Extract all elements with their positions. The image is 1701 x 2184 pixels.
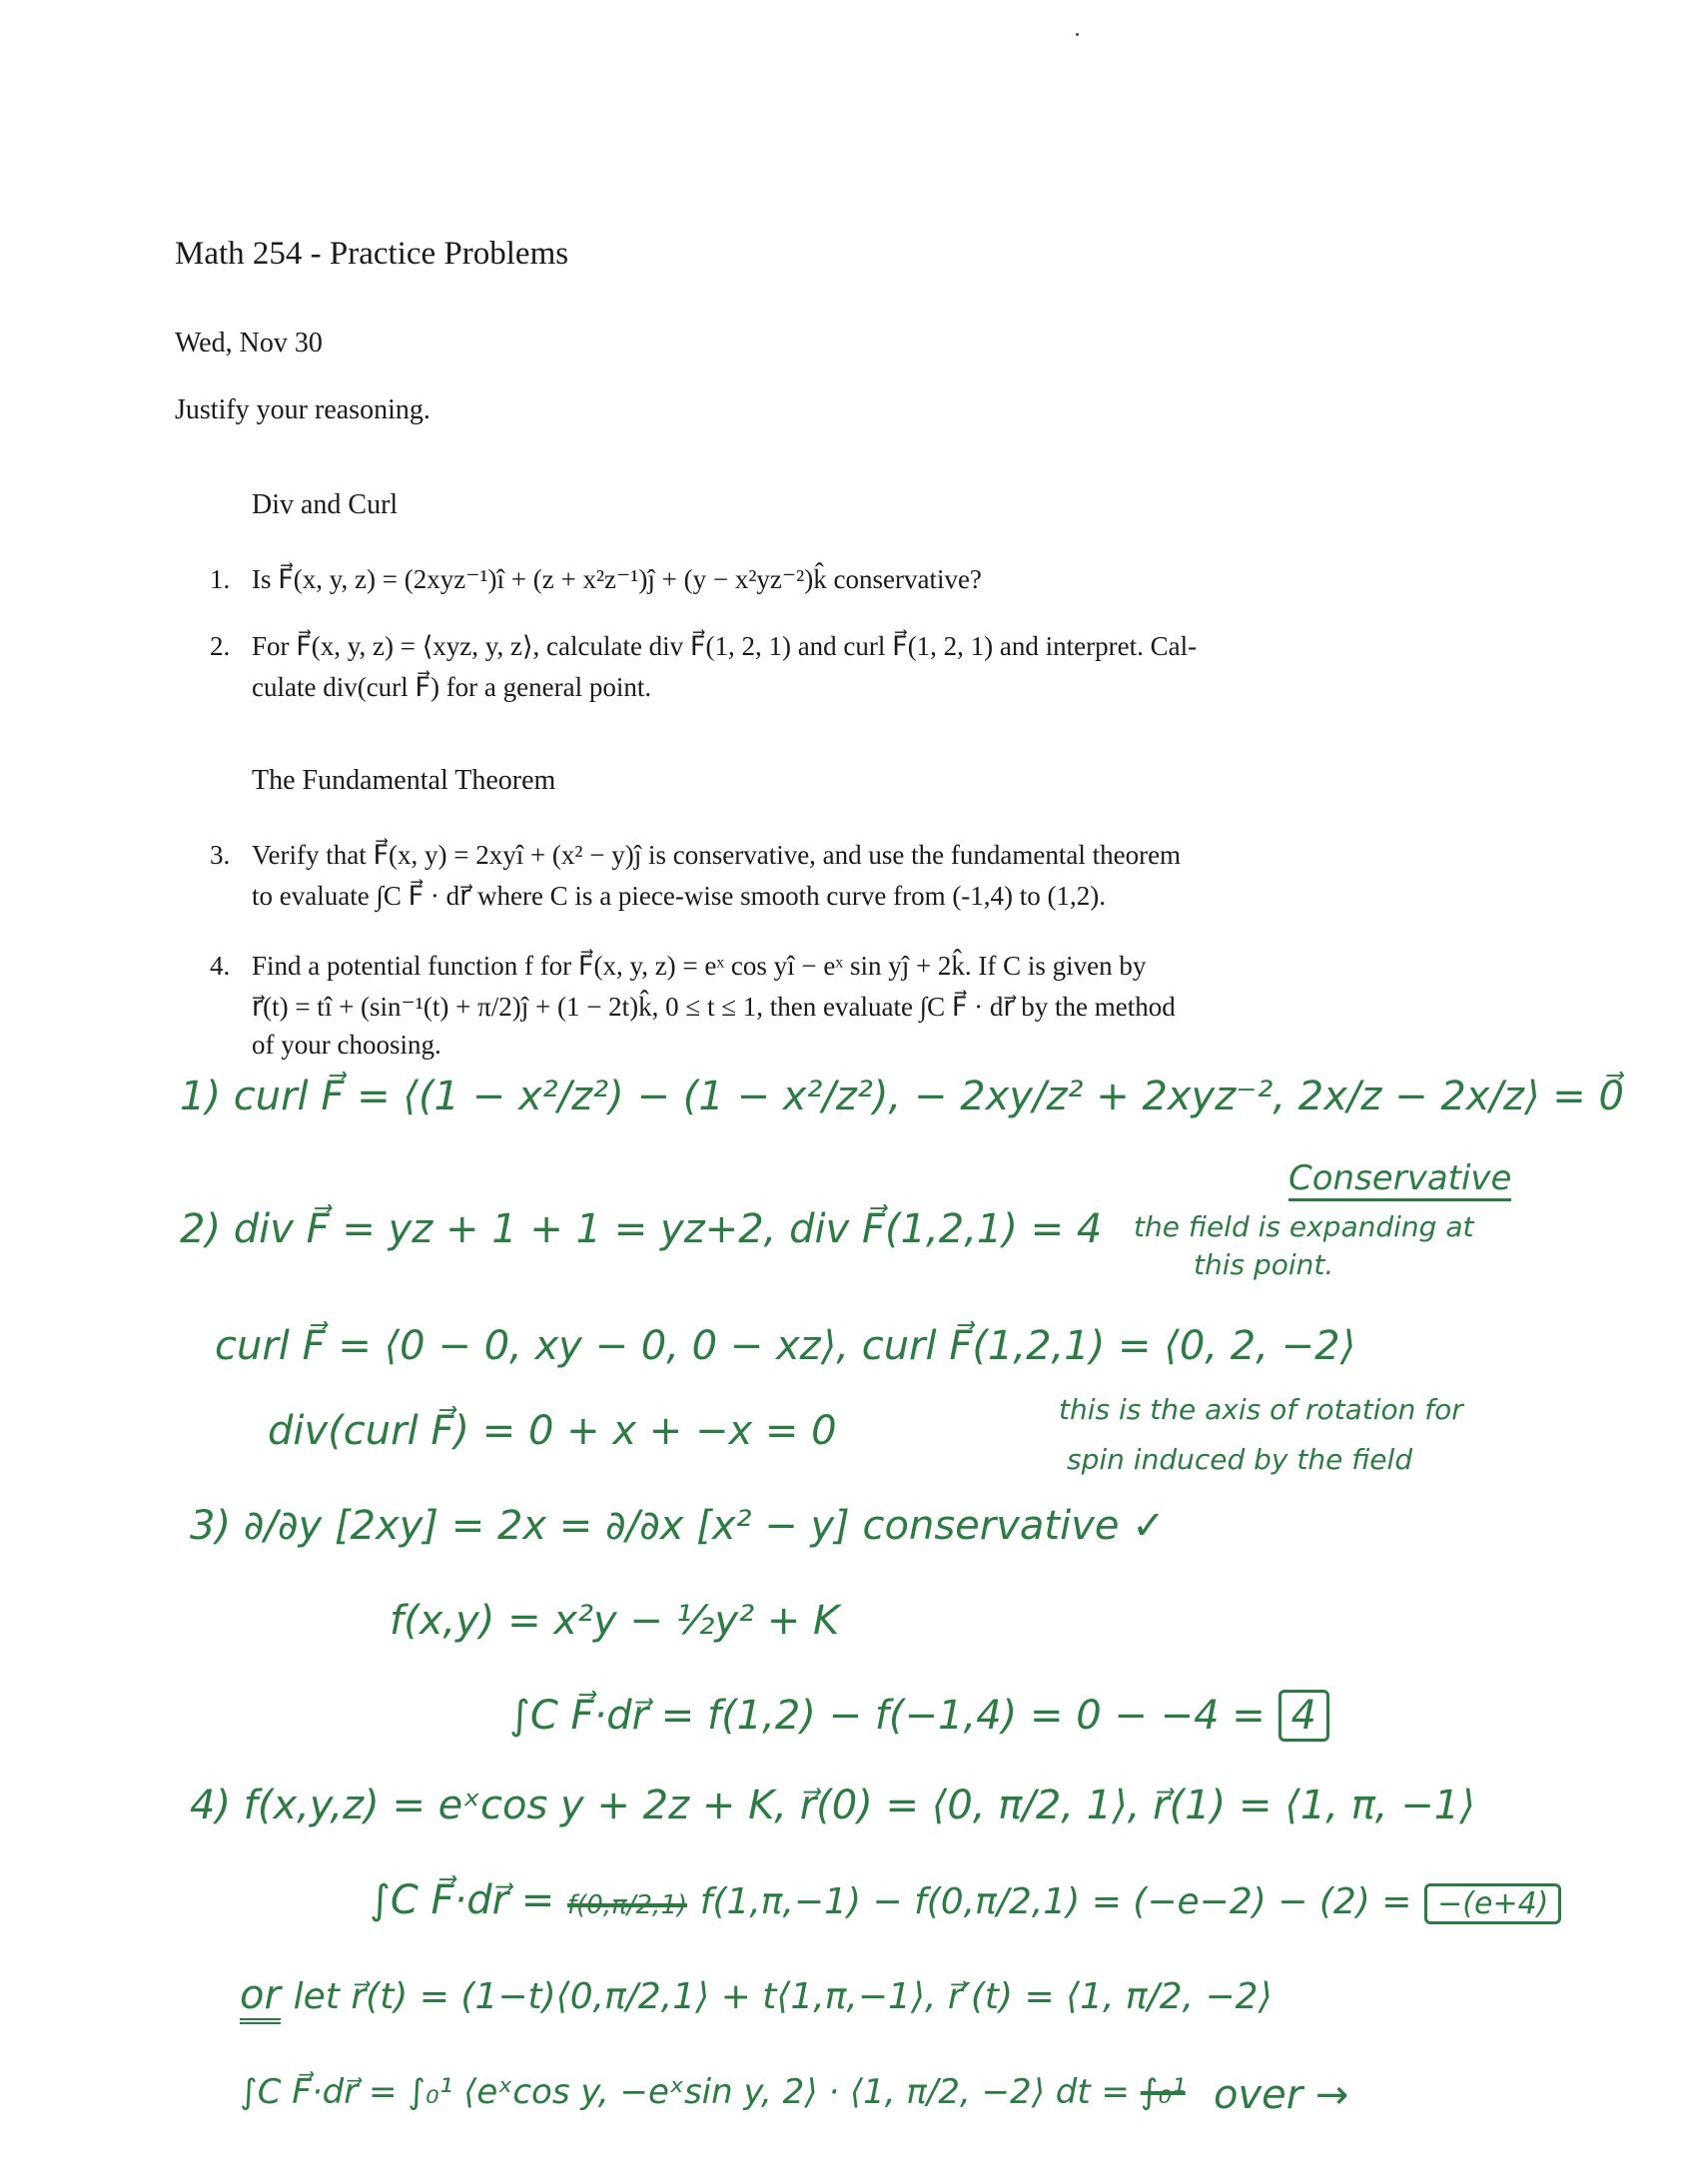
problem-number: 2. [210, 631, 231, 661]
answer-box: 4 [1278, 1690, 1329, 1742]
or-label: or [240, 1972, 281, 2024]
scan-speck [1076, 33, 1079, 36]
date-label: Wed, Nov 30 [175, 328, 323, 359]
solution-2-curl-note-1: this is the axis of rotation for [1059, 1393, 1463, 1426]
conservative-label: Conservative [1288, 1158, 1511, 1201]
solution-2-curl: curl F⃗ = ⟨0 − 0, xy − 0, 0 − xz⟩, curl F⃗(1,2,1) = ⟨0, 2, −2⟩ [215, 1323, 1356, 1369]
problem-number: 3. [210, 840, 231, 870]
problem-4 [210, 946, 1488, 1062]
solution-2-curl-note-2: spin induced by the field [1067, 1443, 1413, 1476]
solution-2-div-note-1: the field is expanding at [1134, 1210, 1474, 1243]
solution-4-param [240, 1972, 1273, 2018]
solution-4-param-integral [240, 2072, 1186, 2112]
problem-text: r⃗(t) = tî + (sin⁻¹(t) + π/2)ĵ + (1 − 2t)k̂, 0 ≤ t ≤ 1, then evaluate ∫C F⃗ · dr⃗ by the method [252, 992, 1176, 1022]
problem-text: For F⃗(x, y, z) = ⟨xyz, y, z⟩, calculate div F⃗(1, 2, 1) and curl F⃗(1, 2, 1) and interpret. Cal- [252, 631, 1198, 661]
solution-3-check: 3) ∂/∂y [2xy] = 2x = ∂/∂x [x² − y] conservative ✓ [190, 1503, 1166, 1549]
problem-text: of your choosing. [252, 1030, 441, 1060]
problem-3 [210, 835, 1488, 917]
integral-expression: ∫C F⃗·dr⃗ = f(1,2) − f(−1,4) = 0 − −4 = [509, 1693, 1266, 1739]
problem-text: Is F⃗(x, y, z) = (2xyz⁻¹)î + (z + x²z⁻¹)ĵ + (y − x²yz⁻²)k̂ conservative? [252, 564, 982, 594]
problem-text: to evaluate ∫C F⃗ · dr⃗ where C is a piece-wise smooth curve from (-1,4) to (1,2). [252, 881, 1107, 911]
param-expression: let r⃗(t) = (1−t)⟨0,π/2,1⟩ + t⟨1,π,−1⟩, r⃗′(t) = ⟨1, π/2, −2⟩ [293, 1976, 1273, 2017]
problem-1 [210, 559, 1488, 600]
solution-3-potential: f(x,y) = x²y − ½y² + K [390, 1598, 840, 1644]
solution-4-potential: 4) f(x,y,z) = eˣcos y + 2z + K, r⃗(0) = ⟨0, π/2, 1⟩, r⃗(1) = ⟨1, π, −1⟩ [190, 1783, 1475, 1828]
solution-4-integral [370, 1877, 1561, 1923]
integral-lhs: ∫C F⃗·dr⃗ = [370, 1877, 555, 1923]
page-title: Math 254 - Practice Problems [175, 236, 569, 272]
problem-text: culate div(curl F⃗) for a general point. [252, 672, 652, 702]
problem-2 [210, 626, 1488, 708]
param-integral-expression: ∫C F⃗·dr⃗ = ∫₀¹ ⟨eˣcos y, −eˣsin y, 2⟩ · ⟨1, π/2, −2⟩ dt = [240, 2072, 1130, 2112]
solution-1-curl: 1) curl F⃗ = ⟨(1 − x²/z²) − (1 − x²/z²), − 2xy/z² + 2xyz⁻², 2x/z − 2x/z⟩ = 0⃗ [180, 1074, 1624, 1119]
crossed-out-term: f(0,π/2,1) [567, 1890, 688, 1920]
section-heading-fundamental-theorem: The Fundamental Theorem [252, 765, 556, 796]
over-note: over → [1214, 2072, 1349, 2118]
solution-3-integral [509, 1693, 1329, 1739]
solution-2-div-curl: div(curl F⃗) = 0 + x + −x = 0 [268, 1408, 837, 1454]
section-heading-div-curl: Div and Curl [252, 489, 399, 520]
solution-1-note [1288, 1158, 1511, 1198]
instructions: Justify your reasoning. [175, 394, 430, 425]
problem-number: 1. [210, 564, 231, 594]
problem-number: 4. [210, 951, 231, 981]
problem-text: Verify that F⃗(x, y) = 2xyî + (x² − y)ĵ is conservative, and use the fundamental theorem [252, 840, 1182, 870]
solution-2-div-note-2: this point. [1194, 1248, 1334, 1281]
answer-box: −(e+4) [1424, 1883, 1561, 1924]
problem-text: Find a potential function f for F⃗(x, y, z) = eˣ cos yî − eˣ sin yĵ + 2k̂. If C is given by [252, 951, 1147, 981]
solution-2-div: 2) div F⃗ = yz + 1 + 1 = yz+2, div F⃗(1,2,1) = 4 [180, 1206, 1103, 1252]
crossed-out-term: ∫₀¹ [1140, 2072, 1186, 2112]
integral-rhs: f(1,π,−1) − f(0,π/2,1) = (−e−2) − (2) = [699, 1881, 1412, 1922]
